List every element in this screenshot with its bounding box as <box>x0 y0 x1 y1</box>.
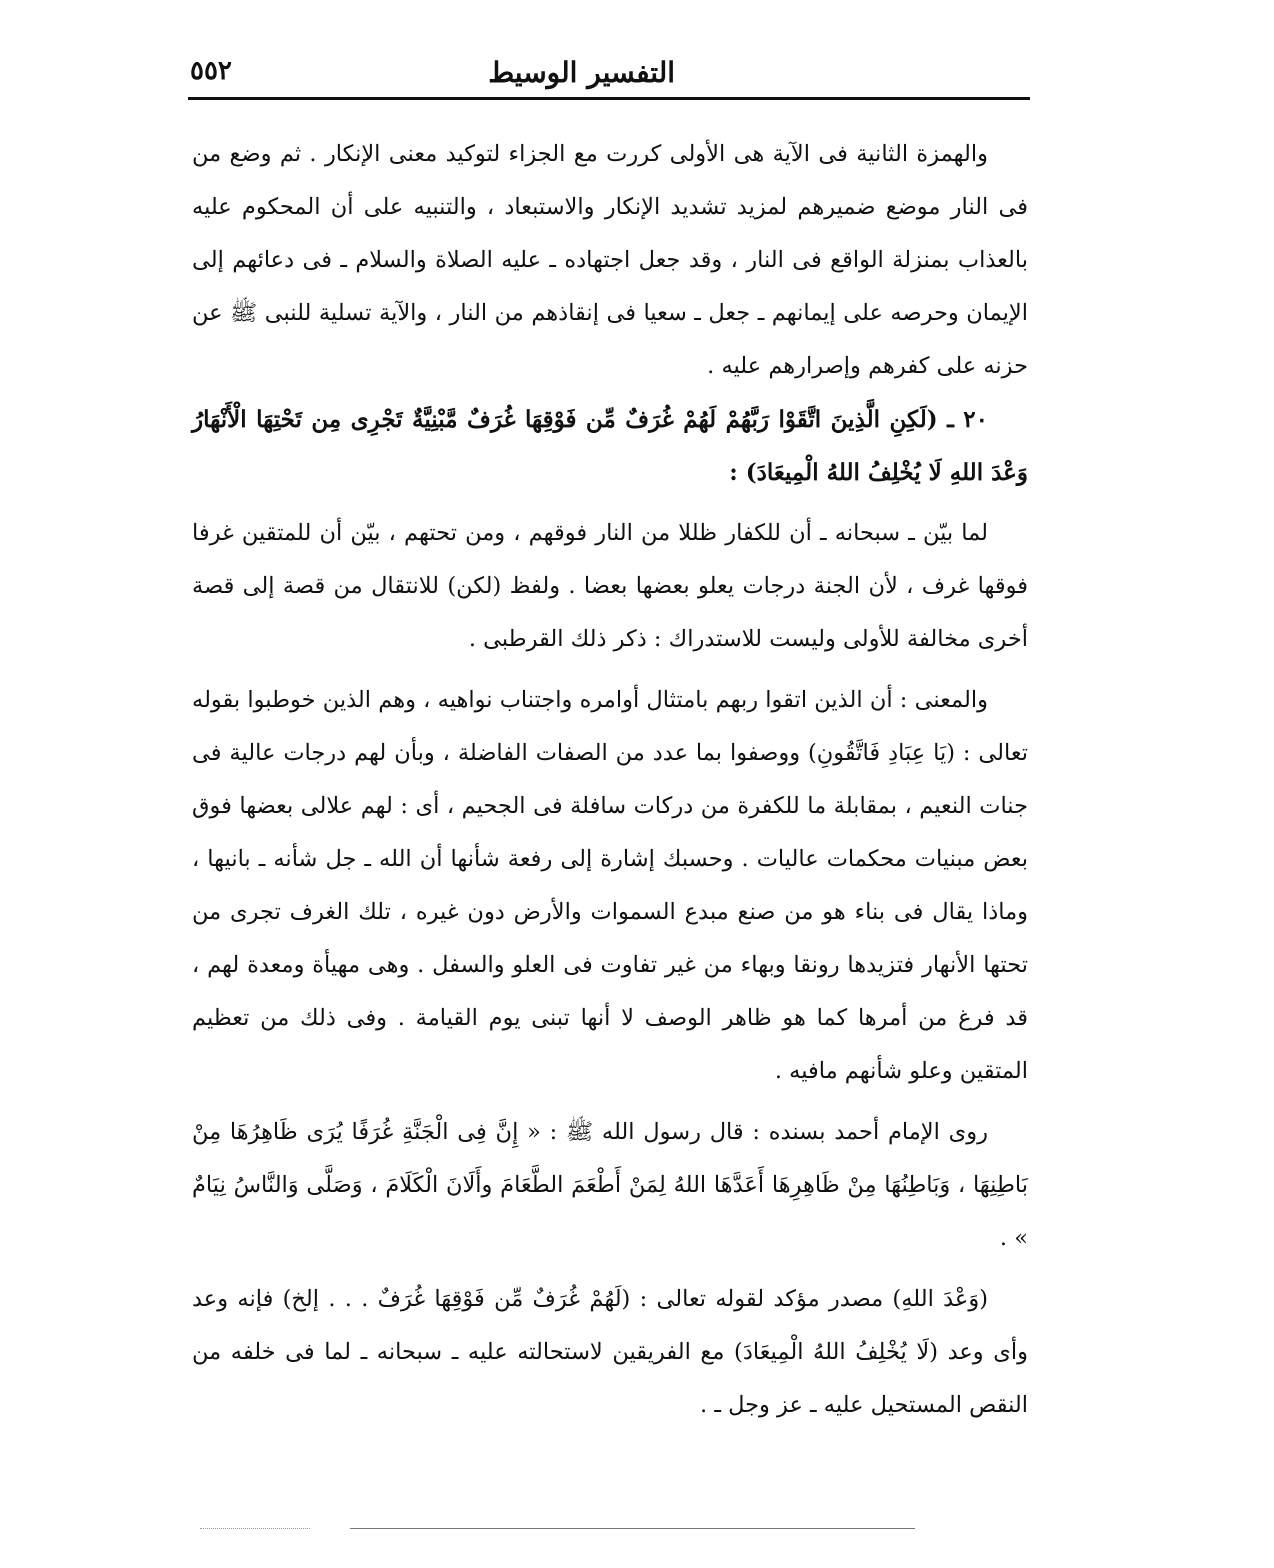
paragraph-hadith: روى الإمام أحمد بسنده : قال رسول الله ﷺ : « إِنَّ فِى الْجَنَّةِ غُرَفًا يُرَى ظَاهِرُهَا مِنْ بَاطِنِهَا ، وَبَاطِنُهَا مِنْ ظَاهِرِهَا أَعَدَّهَا اللهُ لِمَنْ أَطْعَمَ الطَّعَامَ وأَلَانَ الْكَلَامَ ، وَصَلَّى وَالنَّاسُ نِيَامٌ » . <box>192 1119 1028 1251</box>
paragraph-hamza-explanation: والهمزة الثانية فى الآية هى الأولى كررت مع الجزاء لتوكيد معنى الإنكار . ثم وضع من فى النار موضع ضميرهم لمزيد تشديد الإنكار والاستبعاد ، والتنبيه على أن المحكوم عليه بالعذاب بمنزلة الواقع فى النار ، وقد جعل اجتهاده ـ عليه الصلاة والسلام ـ فى دعائهم إلى الإيمان وحرصه على إيمانهم ـ جعل ـ سعيا فى إنقاذهم من النار ، والآية تسلية للنبى ﷺ عن حزنه على كفرهم وإصرارهم عليه . <box>192 141 1028 379</box>
paragraph-meaning: والمعنى : أن الذين اتقوا ربهم بامتثال أوامره واجتناب نواهيه ، وهم الذين خوطبوا بقوله تعالى : (يَا عِبَادِ فَاتَّقُونِ) ووصفوا بما عدد من الصفات الفاضلة ، وبأن لهم درجات عالية فى جنات النعيم ، بمقابلة ما للكفرة من دركات سافلة فى الجحيم ، أى : لهم علالى بعضها فوق بعض مبنيات محكمات عاليات . وحسبك إشارة إلى رفعة شأنها أن الله ـ جل شأنه ـ بانيها ، وماذا يقال فى بناء هو من صنع مبدع السموات والأرض دون غيره ، تلك الغرف تجرى من تحتها الأنهار فتزيدها رونقا وبهاء من غير تفاوت فى العلو والسفل . وهى مهيأة ومعدة لهم ، قد فرغ من أمرها كما هو ظاهر الوصف لا أنها تبنى يوم القيامة . وفى ذلك من تعظيم المتقين وعلو شأنهم مافيه . <box>192 687 1028 1084</box>
paragraph-lakin-explanation: لما بيّن ـ سبحانه ـ أن للكفار ظللا من النار فوقهم ، ومن تحتهم ، بيّن أن للمتقين غرفا فوقها غرف ، لأن الجنة درجات يعلو بعضها بعضا . ولفظ (لكن) للانتقال من قصة إلى قصة أخرى مخالفة للأولى وليست للاستدراك : ذكر ذلك القرطبى . <box>192 520 1028 652</box>
verse-20: ٢٠ ـ (لَكِنِ الَّذِينَ اتَّقَوْا رَبَّهُمْ لَهُمْ غُرَفٌ مِّن فَوْقِهَا غُرَفٌ مَّبْنِيَّةٌ تَجْرِى مِن تَحْتِهَا الْأَنْهَارُ وَعْدَ اللهِ لَا يُخْلِفُ اللهُ الْمِيعَادَ) : <box>192 406 1028 486</box>
paragraph-promise: (وَعْدَ اللهِ) مصدر مؤكد لقوله تعالى : (لَهُمْ غُرَفٌ مِّن فَوْقِهَا غُرَفٌ . . . إلخ) فإنه وعد وأى وعد (لَا يُخْلِفُ اللهُ الْمِيعَادَ) مع الفريقين لاستحالته عليه ـ سبحانه ـ لما فى خلفه من النقص المستحيل عليه ـ عز وجل ـ . <box>192 1286 1028 1418</box>
running-title: التفسير الوسيط <box>488 56 675 89</box>
footer-dotted-rule <box>200 1528 310 1529</box>
page-header <box>190 52 1030 98</box>
page-body <box>192 128 1028 1432</box>
footer-rule <box>350 1528 915 1529</box>
header-rule <box>188 97 1030 100</box>
page-number: ٥٥٢ <box>190 56 232 86</box>
